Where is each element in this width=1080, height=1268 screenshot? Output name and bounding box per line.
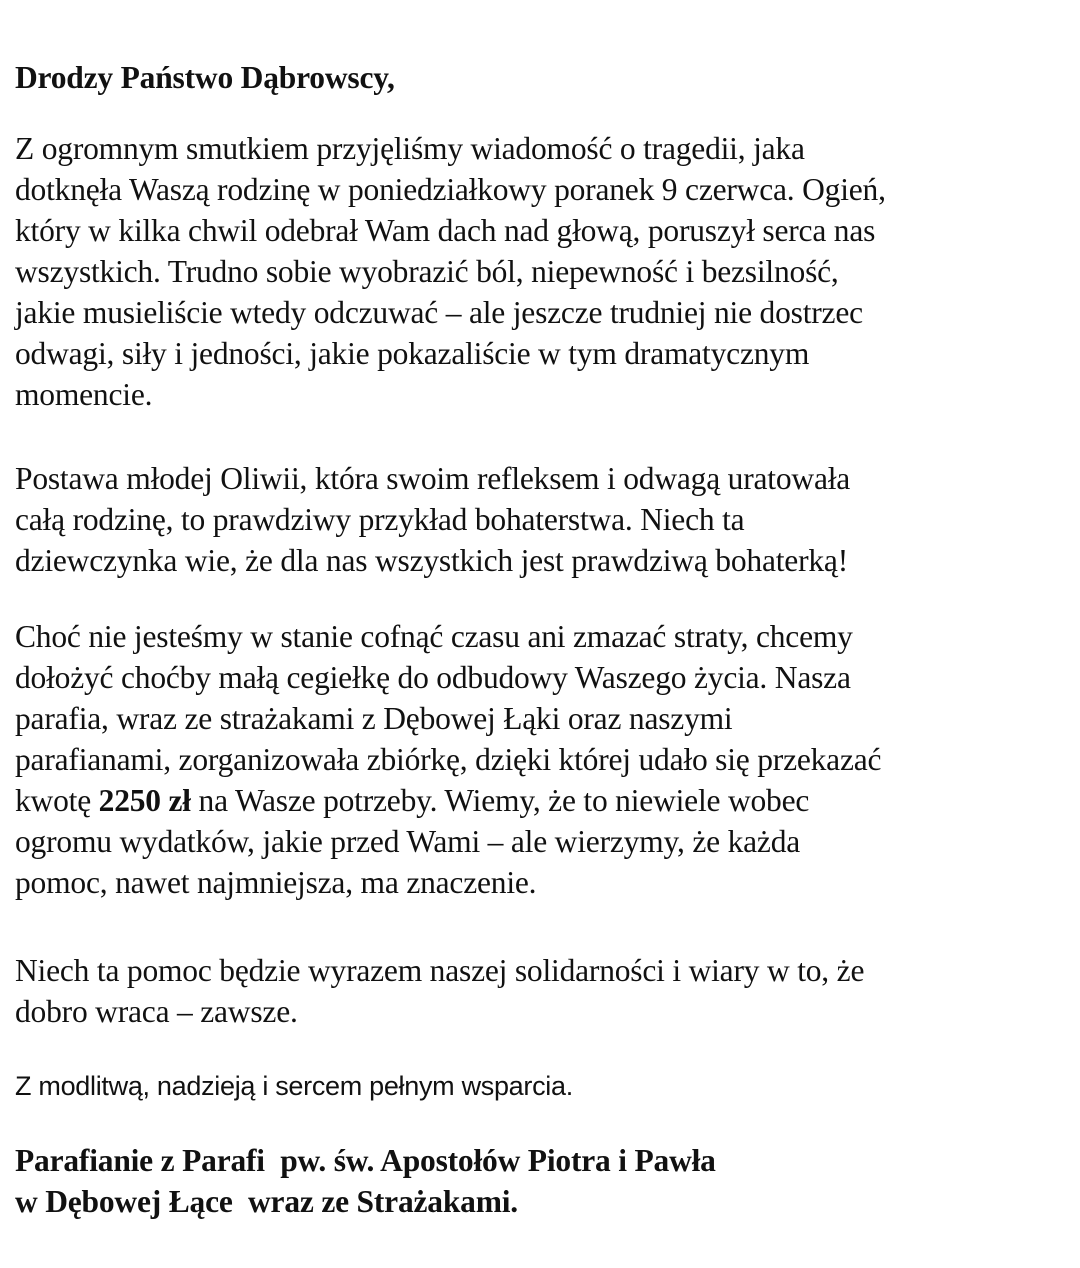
- paragraph-line: Niech ta pomoc będzie wyrazem naszej solidarności i wiary w to, że: [15, 953, 865, 988]
- paragraph-line: ogromu wydatków, jakie przed Wami – ale wierzymy, że każda: [15, 824, 801, 859]
- letter-closing: [15, 1066, 1065, 1106]
- signature-line: Parafianie z Parafi pw. św. Apostołów Piotra i Pawła: [15, 1143, 716, 1178]
- paragraph-line: parafianami, zorganizowała zbiórkę, dzięki której udało się przekazać: [15, 742, 882, 777]
- paragraph-line: wszystkich. Trudno sobie wyobrazić ból, niepewność i bezsilność,: [15, 254, 839, 289]
- paragraph-line: dotknęła Waszą rodzinę w poniedziałkowy poranek 9 czerwca. Ogień,: [15, 172, 886, 207]
- paragraph-line: dziewczynka wie, że dla nas wszystkich jest prawdziwą bohaterką!: [15, 543, 848, 578]
- letter-signature: [15, 1140, 1065, 1222]
- letter-greeting: [15, 57, 1065, 98]
- paragraph-oliwia: [15, 458, 1065, 581]
- paragraph-line: Choć nie jesteśmy w stanie cofnąć czasu ani zmazać straty, chcemy: [15, 619, 853, 654]
- paragraph-line: dołożyć choćby małą cegiełkę do odbudowy Waszego życia. Nasza: [15, 660, 851, 695]
- paragraph-line: Z ogromnym smutkiem przyjęliśmy wiadomość o tragedii, jaka: [15, 131, 805, 166]
- paragraph-solidarity: [15, 950, 1065, 1032]
- amount-prefix: kwotę: [15, 783, 99, 818]
- amount-suffix: na Wasze potrzeby. Wiemy, że to niewiele wobec: [190, 783, 810, 818]
- closing-line: Z modlitwą, nadzieją i sercem pełnym wsparcia.: [15, 1071, 573, 1101]
- greeting-line: Drodzy Państwo Dąbrowscy,: [15, 60, 395, 95]
- paragraph-line: jakie musieliście wtedy odczuwać – ale jeszcze trudniej nie dostrzec: [15, 295, 863, 330]
- amount-line: [15, 780, 1065, 821]
- paragraph-line: pomoc, nawet najmniejsza, ma znaczenie.: [15, 865, 537, 900]
- paragraph-collection: [15, 616, 1065, 903]
- paragraph-line: parafia, wraz ze strażakami z Dębowej Łąki oraz naszymi: [15, 701, 733, 736]
- paragraph-line: momencie.: [15, 377, 153, 412]
- paragraph-line: odwagi, siły i jedności, jakie pokazaliście w tym dramatycznym: [15, 336, 810, 371]
- paragraph-line: dobro wraca – zawsze.: [15, 994, 298, 1029]
- paragraph-tragedy: [15, 128, 1065, 415]
- paragraph-line: całą rodzinę, to prawdziwy przykład bohaterstwa. Niech ta: [15, 502, 745, 537]
- donation-amount: 2250 zł: [98, 783, 191, 818]
- paragraph-line: który w kilka chwil odebrał Wam dach nad głową, poruszył serca nas: [15, 213, 876, 248]
- signature-line: w Dębowej Łące wraz ze Strażakami.: [15, 1184, 518, 1219]
- paragraph-line: Postawa młodej Oliwii, która swoim refleksem i odwagą uratowała: [15, 461, 851, 496]
